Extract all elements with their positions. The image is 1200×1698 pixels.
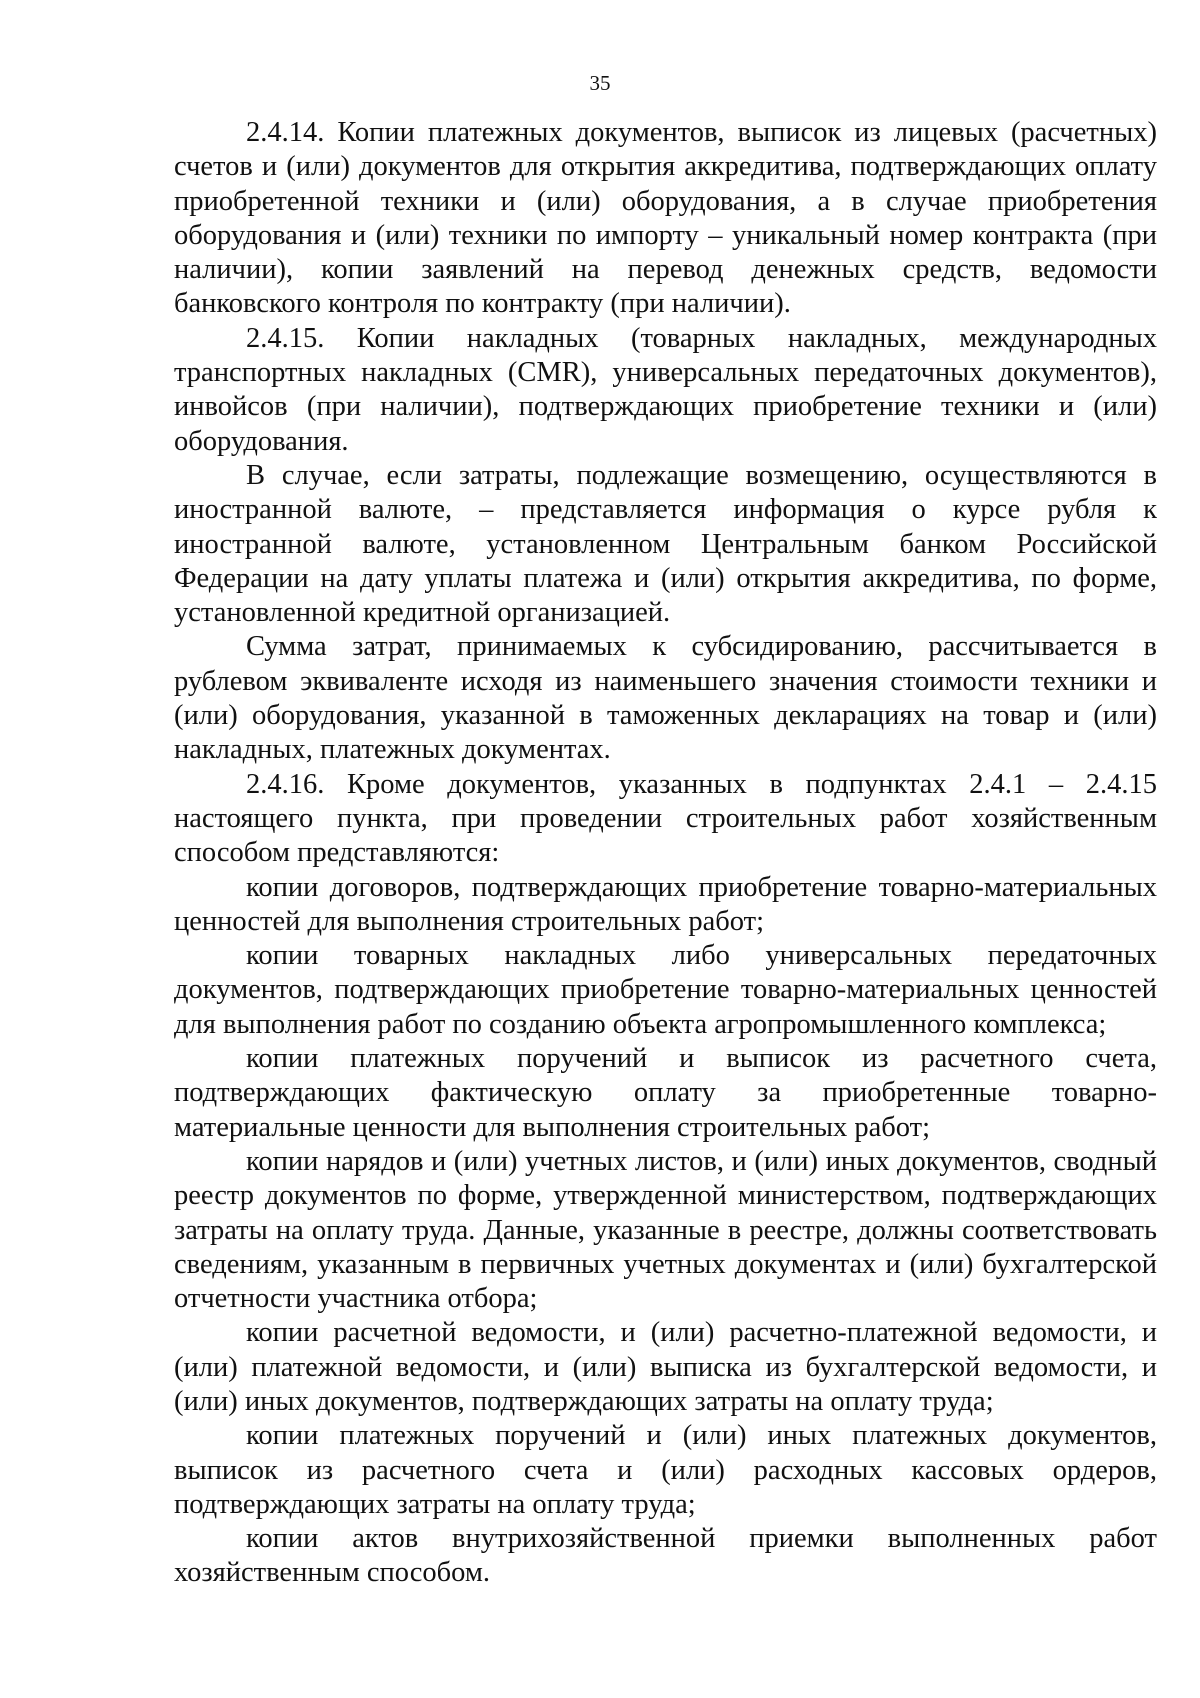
list-item-payroll: копии расчетной ведомости, и (или) расчетно-платежной ведомости, и (или) платежной ведомости, и (или) выписка из бухгалтерской ведомости, и (или) иных документов, подтверждающих затраты на оплату труда; [174,1317,1157,1417]
list-item-payment-orders: копии платежных поручений и выписок из расчетного счета, подтверждающих фактическую оплату за приобретенные товарно-материальные ценности для выполнения строительных работ; [174,1043,1157,1143]
paragraph-2-4-16: 2.4.16. Кроме документов, указанных в подпунктах 2.4.1 – 2.4.15 настоящего пункта, при проведении строительных работ хозяйственным способом представляются: [174,768,1157,869]
paragraph-2-4-14: 2.4.14. Копии платежных документов, выписок из лицевых (расчетных) счетов и (или) документов для открытия аккредитива, подтверждающих оплату приобретенной техники и (или) оборудования, а в случае приобретения оборудования и (или) техники по импорту – уникальный номер контракта (при наличии), копии заявлений на перевод денежных средств, ведомости банковского контроля по контракту (при наличии). [174,117,1157,320]
list-item-labor-payments: копии платежных поручений и (или) иных платежных документов, выписок из расчетного счета и (или) расходных кассовых ордеров, подтверждающих затраты на оплату труда; [174,1420,1157,1520]
list-item-waybills: копии товарных накладных либо универсальных передаточных документов, подтверждающих приобретение товарно-материальных ценностей для выполнения работ по созданию объекта агропромышленного комплекса; [174,940,1157,1040]
page-number: 35 [589,71,611,95]
list-item-acceptance-acts: копии актов внутрихозяйственной приемки выполненных работ хозяйственным способом. [174,1523,1157,1589]
document-body [174,116,1157,1591]
list-item-work-orders: копии нарядов и (или) учетных листов, и (или) иных документов, сводный реестр документов по форме, утвержденной министерством, подтверждающих затраты на оплату труда. Данные, указанные в реестре, должны соответствовать сведениям, указанным в первичных учетных документах и (или) бухгалтерской отчетности участника отбора; [174,1145,1157,1315]
list-item-contracts: копии договоров, подтверждающих приобретение товарно-материальных ценностей для выполнения строительных работ; [174,871,1157,937]
paragraph-2-4-15: 2.4.15. Копии накладных (товарных накладных, международных транспортных накладных (CMR), универсальных передаточных документов), инвойсов (при наличии), подтверждающих приобретение техники и (или) оборудования. [174,322,1157,457]
paragraph-foreign-currency: В случае, если затраты, подлежащие возмещению, осуществляются в иностранной валюте, – представляется информация о курсе рубля к иностранной валюте, установленном Центральным банком Российской Федерации на дату уплаты платежа и (или) открытия аккредитива, по форме, установленной кредитной организацией. [174,459,1157,629]
paragraph-subsidy-amount: Сумма затрат, принимаемых к субсидированию, рассчитывается в рублевом эквиваленте исходя из наименьшего значения стоимости техники и (или) оборудования, указанной в таможенных декларациях на товар и (или) накладных, платежных документах. [174,631,1157,766]
